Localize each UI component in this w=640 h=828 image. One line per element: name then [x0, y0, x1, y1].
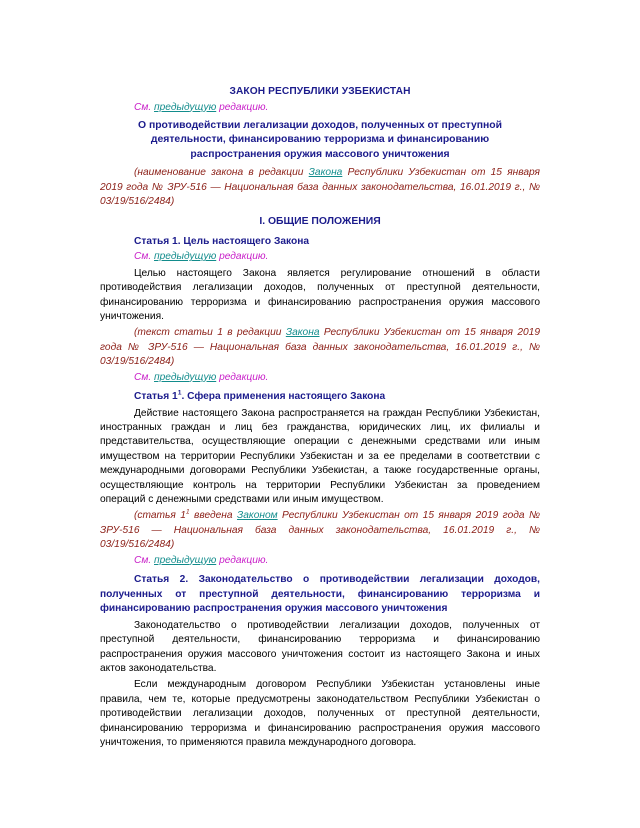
law-title: [100, 119, 540, 162]
article-heading-1: [100, 235, 540, 250]
see-previous-prefix: См.: [134, 101, 155, 113]
article-heading-2: [100, 573, 540, 617]
article-1-note-link[interactable]: Закона: [285, 327, 320, 339]
article-1-1-note-prefix: (статья 1: [134, 510, 186, 522]
title-note-link[interactable]: Закона: [308, 167, 343, 179]
see-previous-edition-title: [100, 101, 540, 115]
title-note-prefix: (наименование закона в редакции: [134, 167, 309, 179]
see-previous-suffix: редакцию.: [216, 371, 269, 383]
law-title-line-3: распространения оружия массового уничтожения: [190, 148, 450, 160]
article-1-paragraph-1: Целью настоящего Закона является регулирование отношений в области противодействия легализации доходов, полученных от преступной деятельности, финансированию терроризма и финансированию распространения оружия массового уничтожения.: [100, 267, 540, 322]
see-previous-suffix: редакцию.: [216, 251, 269, 263]
section-heading-general-provisions: I. ОБЩИЕ ПОЛОЖЕНИЯ: [259, 216, 381, 228]
article-heading-1-1: [100, 390, 540, 405]
see-previous-link[interactable]: предыдущую: [154, 251, 217, 263]
article-1-1-heading-prefix: Статья 1: [134, 391, 178, 402]
article-1-1-note-link[interactable]: Законом: [236, 510, 278, 522]
see-previous-link[interactable]: предыдущую: [154, 371, 217, 383]
law-title-amendment-note: [100, 166, 540, 209]
article-1-heading-text: Статья 1. Цель настоящего Закона: [134, 235, 310, 247]
article-1-1-note-superscript: 1: [185, 509, 190, 517]
see-previous-prefix: См.: [134, 371, 155, 383]
article-2-paragraph-1: Законодательство о противодействии легализации доходов, полученных от преступной деятельности, финансированию терроризма и финансированию распространения оружия массового уничтожения состоит из настоящего Закона и иных актов законодательства.: [100, 619, 540, 675]
see-previous-prefix: См.: [134, 554, 155, 566]
see-previous-edition-article-2: [100, 554, 540, 568]
law-title-line-2: деятельности, финансированию терроризма и финансированию: [150, 134, 490, 146]
see-previous-link[interactable]: предыдущую: [154, 554, 217, 566]
article-1-1-amendment-note: [100, 509, 540, 552]
article-1-note-suffix: Республики Узбекистан от 15 января 2019 года № ЗРУ-516 — Национальная база данных законодательства, 16.01.2019 г., № 03/19/516/2484): [100, 327, 540, 368]
article-1-1-note-suffix: Республики Узбекистан от 15 января 2019 года № ЗРУ-516 — Национальная база данных законодательства, 16.01.2019 г., № 03/19/516/2484): [100, 510, 540, 551]
article-1-1-heading-suffix: . Сфера применения настоящего Закона: [181, 391, 386, 402]
article-1-note-prefix: (текст статьи 1 в редакции: [134, 327, 286, 339]
see-previous-prefix: См.: [134, 251, 155, 263]
see-previous-suffix: редакцию.: [216, 554, 269, 566]
document-header-title: ЗАКОН РЕСПУБЛИКИ УЗБЕКИСТАН: [229, 86, 411, 97]
law-title-line-1: О противодействии легализации доходов, полученных от преступной: [137, 119, 503, 131]
article-2-heading-text: Статья 2. Законодательство о противодействии легализации доходов, полученных от преступной деятельности, финансированию терроризма и финансированию распространения оружия массового уничтожения: [100, 574, 540, 615]
article-1-1-paragraph-1: Действие настоящего Закона распространяется на граждан Республики Узбекистан, иностранных граждан и лиц без гражданства, юридических лиц, их филиалы и представительства, осуществляющие операции с денежными средствами или иным имуществом на территории Республики Узбекистан и за ее пределами в соответствии с международными договорами Республики Узбекистан, а также государственные органы, осуществляющие контроль на территории Республики Узбекистан за проведением операций с денежными средствами или иным имуществом.: [100, 407, 540, 506]
article-1-1-note-mid: введена: [189, 510, 237, 522]
article-1-amendment-note: [100, 326, 540, 369]
article-2-paragraph-2: Если международным договором Республики Узбекистан установлены иные правила, чем те, которые предусмотрены законодательством Республики Узбекистан о противодействии легализации доходов, полученных от преступной деятельности, финансированию терроризма и финансированию распространения оружия массового уничтожения, то применяются правила международного договора.: [100, 679, 540, 749]
see-previous-edition-article-1-1: [100, 371, 540, 385]
see-previous-edition-article-1: [100, 250, 540, 264]
see-previous-suffix: редакцию.: [216, 101, 269, 113]
article-1-1-superscript: 1: [177, 389, 182, 397]
see-previous-link[interactable]: предыдущую: [154, 101, 217, 113]
document-body: [100, 85, 540, 751]
title-note-suffix: Республики Узбекистан от 15 января 2019 года № ЗРУ-516 — Национальная база данных законодательства, 16.01.2019 г., № 03/19/516/2484): [100, 167, 540, 207]
